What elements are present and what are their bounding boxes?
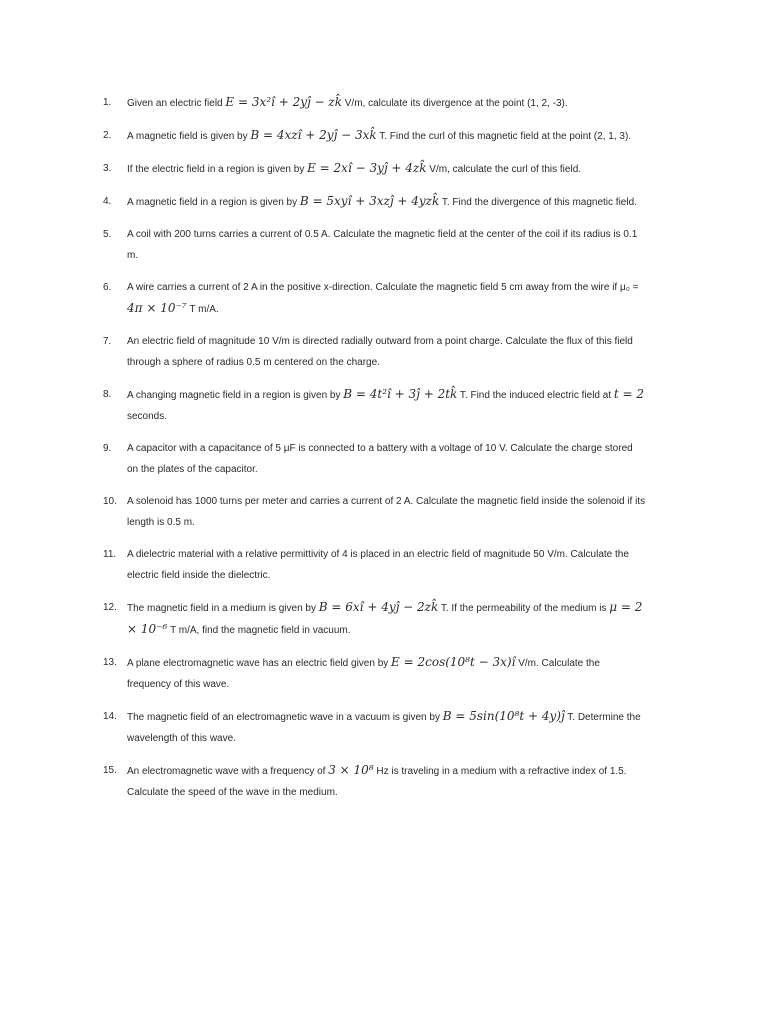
problem-list	[0, 92, 768, 814]
problem-item	[0, 331, 768, 373]
problem-math: B = 5sin(10⁸t + 4y)ĵ	[442, 709, 565, 723]
problem-math: μ = 2 × 10⁻⁶	[127, 600, 643, 636]
problem-text: A solenoid has 1000 turns per meter and carries a current of 2 A. Calculate the magnetic field inside the solenoid if its length is 0.5 m.	[127, 496, 646, 528]
problem-text: A wire carries a current of 2 A in the positive x-direction. Calculate the magnetic field 5 cm away from the wire if μ₀ =	[127, 282, 639, 293]
problem-item	[0, 125, 768, 147]
problem-math: B = 4xzî + 2yĵ − 3xk̂	[250, 128, 377, 142]
problem-number: 4.	[103, 196, 112, 207]
problem-number: 6.	[103, 282, 112, 293]
problem-text: T. Find the induced electric field at	[457, 390, 614, 401]
problem-text: V/m, calculate the curl of this field.	[426, 164, 582, 175]
problem-math: 4π × 10⁻⁷	[127, 301, 187, 315]
problem-text: V/m, calculate its divergence at the point (1, 2, -3).	[341, 98, 568, 109]
problem-item	[0, 384, 768, 427]
problem-item	[0, 224, 768, 266]
problem-text: T. Find the divergence of this magnetic field.	[439, 197, 637, 208]
problem-math: B = 4t²î + 3ĵ + 2tk̂	[343, 387, 458, 401]
problem-item	[0, 277, 768, 320]
problem-number: 13.	[103, 657, 117, 668]
problem-text: An electromagnetic wave with a frequency of	[127, 766, 329, 777]
problem-text: T m/A, find the magnetic field in vacuum.	[167, 625, 351, 636]
problem-math: B = 6xî + 4yĵ − 2zk̂	[318, 600, 439, 614]
problem-text: A coil with 200 turns carries a current of 0.5 A. Calculate the magnetic field at the center of the coil if its radius is 0.1 m.	[127, 229, 638, 261]
problem-item	[0, 438, 768, 480]
problem-text: A magnetic field is given by	[127, 131, 251, 142]
problem-text: A changing magnetic field in a region is given by	[127, 390, 344, 401]
problem-number: 8.	[103, 389, 112, 400]
problem-math: t = 2	[613, 387, 645, 401]
problem-text: seconds.	[127, 411, 168, 422]
problem-number: 7.	[103, 336, 112, 347]
problem-number: 2.	[103, 130, 112, 141]
problem-math: E = 2xî − 3yĵ + 4zk̂	[307, 161, 427, 175]
problem-text: A magnetic field in a region is given by	[127, 197, 300, 208]
problem-item	[0, 544, 768, 586]
problem-text: A capacitor with a capacitance of 5 μF is connected to a battery with a voltage of 10 V. Calculate the charge stored on the plates of the capacitor.	[127, 443, 633, 475]
problem-text: T. If the permeability of the medium is	[438, 603, 610, 614]
problem-text: Hz is traveling in a medium with a refractive index of 1.5. Calculate the speed of the wave in the medium.	[127, 766, 627, 798]
problem-item	[0, 652, 768, 695]
problem-item	[0, 158, 768, 180]
problem-math: E = 2cos(10⁸t − 3x)î	[391, 655, 516, 669]
problem-number: 15.	[103, 765, 117, 776]
problem-number: 5.	[103, 229, 112, 240]
problem-text: V/m. Calculate the frequency of this wave.	[127, 658, 600, 690]
problem-item	[0, 491, 768, 533]
problem-math: B = 5xyî + 3xzĵ + 4yzk̂	[299, 194, 440, 208]
problem-math: E = 3x²î + 2yĵ − zk̂	[225, 95, 342, 109]
problem-text: If the electric field in a region is given by	[127, 164, 308, 175]
problem-item	[0, 597, 768, 641]
problem-text: A dielectric material with a relative permittivity of 4 is placed in an electric field of magnitude 50 V/m. Calculate the electric field inside the dielectric.	[127, 549, 629, 581]
problem-number: 9.	[103, 443, 112, 454]
problem-text: T. Determine the wavelength of this wave.	[127, 712, 641, 744]
problem-text: T m/A.	[186, 304, 219, 315]
problem-number: 3.	[103, 163, 112, 174]
problem-item	[0, 706, 768, 749]
problem-text: A plane electromagnetic wave has an electric field given by	[127, 658, 392, 669]
problem-math: 3 × 10⁸	[328, 763, 374, 777]
problem-text: T. Find the curl of this magnetic field at the point (2, 1, 3).	[376, 131, 632, 142]
problem-text: The magnetic field in a medium is given by	[127, 603, 319, 614]
problem-item	[0, 760, 768, 803]
problem-item	[0, 191, 768, 213]
problem-item	[0, 92, 768, 114]
problem-number: 11.	[103, 549, 117, 560]
problem-number: 10.	[103, 496, 117, 507]
problem-number: 12.	[103, 602, 117, 613]
problem-text: The magnetic field of an electromagnetic wave in a vacuum is given by	[127, 712, 443, 723]
problem-number: 14.	[103, 711, 117, 722]
problem-text: An electric field of magnitude 10 V/m is directed radially outward from a point charge. Calculate the flux of this field through a sphere of radius 0.5 m centered on the charge.	[127, 336, 633, 368]
problem-text: Given an electric field	[127, 98, 226, 109]
problem-number: 1.	[103, 97, 112, 108]
